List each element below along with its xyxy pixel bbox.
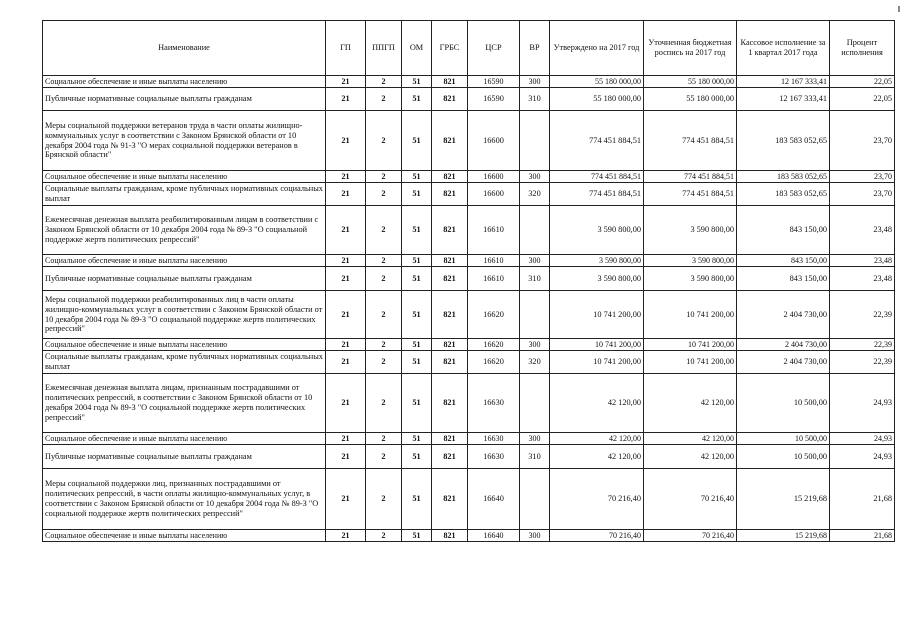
cell-percent: 23,48: [830, 255, 895, 267]
cell-ppgp: 2: [366, 339, 402, 351]
cell-vr: 300: [520, 76, 550, 88]
cell-ppgp: 2: [366, 351, 402, 374]
cell-vr: 320: [520, 351, 550, 374]
cell-gp: 21: [326, 469, 366, 530]
cell-approved: 70 216,40: [550, 469, 644, 530]
cell-grbs: 821: [432, 267, 468, 291]
cell-cash: 10 500,00: [737, 374, 830, 433]
table-row: [43, 88, 895, 111]
table-row: [43, 267, 895, 291]
table-row: [43, 351, 895, 374]
cell-name: Социальное обеспечение и иные выплаты населению: [43, 255, 326, 267]
col-header-om: ОМ: [402, 21, 432, 76]
cell-ppgp: 2: [366, 374, 402, 433]
cell-name: Социальные выплаты гражданам, кроме публичных нормативных социальных выплат: [43, 351, 326, 374]
col-header-refined: Уточненная бюджетная роспись на 2017 год: [644, 21, 737, 76]
cell-name: Меры социальной поддержки лиц, признанных пострадавшими от политических репрессий, в части оплаты жилищно-коммунальных услуг, в соответствии с Законом Брянской области от 10 декабря 2004 года № 89-З "О социальной поддержке жертв политических репрессий": [43, 469, 326, 530]
cell-cash: 843 150,00: [737, 267, 830, 291]
cell-csr: 16620: [468, 291, 520, 339]
cell-approved: 42 120,00: [550, 433, 644, 445]
cell-name: Публичные нормативные социальные выплаты гражданам: [43, 88, 326, 111]
cell-percent: 23,70: [830, 111, 895, 171]
cell-cash: 843 150,00: [737, 255, 830, 267]
cell-grbs: 821: [432, 374, 468, 433]
col-header-name: Наименование: [43, 21, 326, 76]
col-header-ppgp: ППГП: [366, 21, 402, 76]
cell-ppgp: 2: [366, 469, 402, 530]
cell-grbs: 821: [432, 351, 468, 374]
cell-approved: 10 741 200,00: [550, 351, 644, 374]
cell-cash: 183 583 052,65: [737, 111, 830, 171]
cell-om: 51: [402, 351, 432, 374]
col-header-percent: Процент исполнения: [830, 21, 895, 76]
cell-name: Публичные нормативные социальные выплаты гражданам: [43, 445, 326, 469]
cell-vr: [520, 111, 550, 171]
cell-refined: 10 741 200,00: [644, 291, 737, 339]
cell-ppgp: 2: [366, 88, 402, 111]
cell-vr: 310: [520, 445, 550, 469]
col-header-grbs: ГРБС: [432, 21, 468, 76]
cell-grbs: 821: [432, 171, 468, 183]
cell-csr: 16600: [468, 171, 520, 183]
cell-vr: [520, 291, 550, 339]
cell-vr: 300: [520, 171, 550, 183]
cell-refined: 42 120,00: [644, 374, 737, 433]
cell-grbs: 821: [432, 111, 468, 171]
table-body: [43, 76, 895, 542]
cell-ppgp: 2: [366, 255, 402, 267]
cell-ppgp: 2: [366, 206, 402, 255]
cell-csr: 16630: [468, 433, 520, 445]
cell-ppgp: 2: [366, 445, 402, 469]
cell-refined: 774 451 884,51: [644, 183, 737, 206]
cell-om: 51: [402, 433, 432, 445]
cell-name: Социальное обеспечение и иные выплаты населению: [43, 339, 326, 351]
cell-cash: 15 219,68: [737, 469, 830, 530]
cell-approved: 774 451 884,51: [550, 111, 644, 171]
cell-om: 51: [402, 267, 432, 291]
col-header-vr: ВР: [520, 21, 550, 76]
cell-refined: 42 120,00: [644, 445, 737, 469]
cell-om: 51: [402, 291, 432, 339]
table-row: [43, 111, 895, 171]
cell-csr: 16610: [468, 255, 520, 267]
cell-name: Ежемесячная денежная выплата лицам, признанным пострадавшими от политических репрессий, в соответствии с Законом Брянской области от 10 декабря 2004 года № 89-З "О социальной поддержке жертв политических репрессий": [43, 374, 326, 433]
cell-csr: 16640: [468, 530, 520, 542]
cell-csr: 16610: [468, 206, 520, 255]
cell-refined: 42 120,00: [644, 433, 737, 445]
cell-approved: 55 180 000,00: [550, 88, 644, 111]
cell-csr: 16590: [468, 76, 520, 88]
cell-gp: 21: [326, 171, 366, 183]
table-row: [43, 206, 895, 255]
cell-cash: 843 150,00: [737, 206, 830, 255]
cell-cash: 2 404 730,00: [737, 291, 830, 339]
table-row: [43, 76, 895, 88]
cell-csr: 16600: [468, 183, 520, 206]
cell-refined: 10 741 200,00: [644, 351, 737, 374]
cell-percent: 22,05: [830, 76, 895, 88]
col-header-approved: Утверждено на 2017 год: [550, 21, 644, 76]
cell-vr: [520, 374, 550, 433]
table-row: [43, 171, 895, 183]
cell-grbs: 821: [432, 530, 468, 542]
cell-om: 51: [402, 255, 432, 267]
cell-gp: 21: [326, 433, 366, 445]
cell-cash: 10 500,00: [737, 433, 830, 445]
cell-gp: 21: [326, 339, 366, 351]
cell-vr: 320: [520, 183, 550, 206]
cell-vr: 300: [520, 530, 550, 542]
cell-percent: 23,48: [830, 206, 895, 255]
cell-ppgp: 2: [366, 530, 402, 542]
col-header-cash: Кассовое исполнение за 1 квартал 2017 года: [737, 21, 830, 76]
cell-grbs: 821: [432, 206, 468, 255]
cell-gp: 21: [326, 76, 366, 88]
cell-refined: 3 590 800,00: [644, 255, 737, 267]
cell-gp: 21: [326, 267, 366, 291]
cell-grbs: 821: [432, 433, 468, 445]
cell-name: Меры социальной поддержки ветеранов труда в части оплаты жилищно-коммунальных услуг в соответствии с Законом Брянской области от 10 декабря 2004 года № 91-З "О мерах социальной поддержки ветеранов в Брянской области": [43, 111, 326, 171]
cell-om: 51: [402, 171, 432, 183]
cell-vr: 300: [520, 433, 550, 445]
cell-refined: 10 741 200,00: [644, 339, 737, 351]
cell-percent: 22,39: [830, 351, 895, 374]
cell-name: Социальное обеспечение и иные выплаты населению: [43, 433, 326, 445]
cell-refined: 70 216,40: [644, 469, 737, 530]
cell-refined: 55 180 000,00: [644, 88, 737, 111]
cell-approved: 3 590 800,00: [550, 206, 644, 255]
cell-cash: 183 583 052,65: [737, 183, 830, 206]
cell-gp: 21: [326, 374, 366, 433]
cell-ppgp: 2: [366, 171, 402, 183]
cell-vr: 300: [520, 255, 550, 267]
cell-approved: 3 590 800,00: [550, 255, 644, 267]
budget-table: [42, 20, 895, 542]
cell-approved: 70 216,40: [550, 530, 644, 542]
cell-csr: 16610: [468, 267, 520, 291]
table-header-row: [43, 21, 895, 76]
cell-cash: 2 404 730,00: [737, 351, 830, 374]
cell-approved: 3 590 800,00: [550, 267, 644, 291]
cell-gp: 21: [326, 206, 366, 255]
cell-percent: 23,70: [830, 183, 895, 206]
cell-percent: 21,68: [830, 469, 895, 530]
cell-grbs: 821: [432, 255, 468, 267]
cell-percent: 22,05: [830, 88, 895, 111]
cell-refined: 774 451 884,51: [644, 171, 737, 183]
cell-gp: 21: [326, 111, 366, 171]
cell-om: 51: [402, 339, 432, 351]
cell-refined: 55 180 000,00: [644, 76, 737, 88]
cell-ppgp: 2: [366, 111, 402, 171]
table-row: [43, 530, 895, 542]
cell-gp: 21: [326, 445, 366, 469]
cell-grbs: 821: [432, 339, 468, 351]
cell-csr: 16620: [468, 351, 520, 374]
cell-om: 51: [402, 469, 432, 530]
cell-percent: 21,68: [830, 530, 895, 542]
col-header-gp: ГП: [326, 21, 366, 76]
cell-grbs: 821: [432, 445, 468, 469]
cell-grbs: 821: [432, 291, 468, 339]
cell-approved: 42 120,00: [550, 374, 644, 433]
cell-cash: 10 500,00: [737, 445, 830, 469]
cell-approved: 774 451 884,51: [550, 171, 644, 183]
cell-csr: 16640: [468, 469, 520, 530]
cell-gp: 21: [326, 351, 366, 374]
cell-csr: 16590: [468, 88, 520, 111]
table-row: [43, 339, 895, 351]
cell-percent: 22,39: [830, 291, 895, 339]
table-row: [43, 291, 895, 339]
cell-approved: 42 120,00: [550, 445, 644, 469]
table-row: [43, 445, 895, 469]
cell-ppgp: 2: [366, 267, 402, 291]
cell-ppgp: 2: [366, 433, 402, 445]
cell-name: Меры социальной поддержки реабилитированных лиц в части оплаты жилищно-коммунальных услуг в соответствии с Законом Брянской области от 10 декабря 2004 года № 89-З "О социальной поддержке жертв политических репрессий": [43, 291, 326, 339]
cell-csr: 16600: [468, 111, 520, 171]
cell-percent: 24,93: [830, 445, 895, 469]
cell-om: 51: [402, 374, 432, 433]
cell-refined: 3 590 800,00: [644, 206, 737, 255]
cell-vr: 310: [520, 267, 550, 291]
cell-gp: 21: [326, 530, 366, 542]
cell-name: Ежемесячная денежная выплата реабилитированным лицам в соответствии с Законом Брянской области от 10 декабря 2004 года № 89-З "О социальной поддержке жертв политических репрессий": [43, 206, 326, 255]
table-row: [43, 433, 895, 445]
cell-cash: 12 167 333,41: [737, 88, 830, 111]
cell-ppgp: 2: [366, 291, 402, 339]
cell-gp: 21: [326, 88, 366, 111]
cell-om: 51: [402, 88, 432, 111]
cell-om: 51: [402, 530, 432, 542]
cell-om: 51: [402, 445, 432, 469]
cell-approved: 774 451 884,51: [550, 183, 644, 206]
cell-gp: 21: [326, 291, 366, 339]
cell-name: Публичные нормативные социальные выплаты гражданам: [43, 267, 326, 291]
cell-name: Социальное обеспечение и иные выплаты населению: [43, 76, 326, 88]
table-row: [43, 374, 895, 433]
cell-om: 51: [402, 76, 432, 88]
cell-vr: [520, 469, 550, 530]
cell-cash: 12 167 333,41: [737, 76, 830, 88]
cell-percent: 24,93: [830, 374, 895, 433]
cell-name: Социальные выплаты гражданам, кроме публичных нормативных социальных выплат: [43, 183, 326, 206]
col-header-csr: ЦСР: [468, 21, 520, 76]
cell-cash: 2 404 730,00: [737, 339, 830, 351]
cell-percent: 24,93: [830, 433, 895, 445]
cell-grbs: 821: [432, 183, 468, 206]
cell-ppgp: 2: [366, 183, 402, 206]
cell-grbs: 821: [432, 88, 468, 111]
cell-om: 51: [402, 111, 432, 171]
cell-refined: 70 216,40: [644, 530, 737, 542]
scan-mark: [898, 6, 900, 12]
cell-name: Социальное обеспечение и иные выплаты населению: [43, 530, 326, 542]
cell-csr: 16630: [468, 445, 520, 469]
table-row: [43, 469, 895, 530]
cell-om: 51: [402, 183, 432, 206]
cell-percent: 23,48: [830, 267, 895, 291]
cell-om: 51: [402, 206, 432, 255]
cell-vr: 300: [520, 339, 550, 351]
cell-vr: 310: [520, 88, 550, 111]
cell-gp: 21: [326, 183, 366, 206]
cell-cash: 15 219,68: [737, 530, 830, 542]
cell-refined: 3 590 800,00: [644, 267, 737, 291]
cell-ppgp: 2: [366, 76, 402, 88]
cell-percent: 22,39: [830, 339, 895, 351]
cell-csr: 16620: [468, 339, 520, 351]
cell-vr: [520, 206, 550, 255]
cell-cash: 183 583 052,65: [737, 171, 830, 183]
table-row: [43, 255, 895, 267]
cell-grbs: 821: [432, 76, 468, 88]
cell-csr: 16630: [468, 374, 520, 433]
cell-name: Социальное обеспечение и иные выплаты населению: [43, 171, 326, 183]
cell-gp: 21: [326, 255, 366, 267]
cell-percent: 23,70: [830, 171, 895, 183]
cell-refined: 774 451 884,51: [644, 111, 737, 171]
cell-grbs: 821: [432, 469, 468, 530]
cell-approved: 55 180 000,00: [550, 76, 644, 88]
cell-approved: 10 741 200,00: [550, 291, 644, 339]
table-row: [43, 183, 895, 206]
cell-approved: 10 741 200,00: [550, 339, 644, 351]
